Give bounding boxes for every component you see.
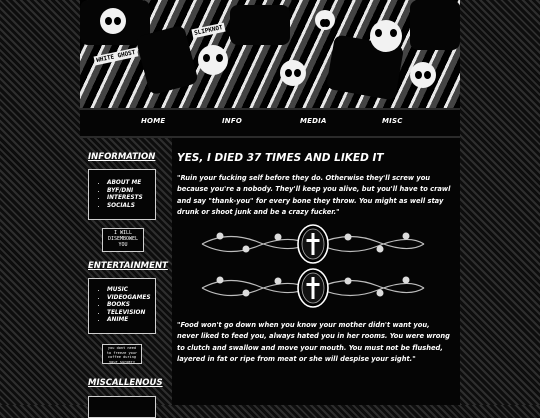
sidebar bbox=[80, 138, 168, 405]
skull-icon bbox=[198, 45, 228, 75]
rose-cross-divider bbox=[198, 222, 428, 266]
nav-home[interactable]: HOME bbox=[141, 117, 166, 125]
disembowel-stamp bbox=[102, 228, 144, 252]
stamp-line: YOU bbox=[118, 242, 128, 249]
rose-cross-divider bbox=[198, 266, 428, 310]
sidebar-item-books[interactable]: • BOOKS bbox=[107, 302, 155, 310]
sidebar-item-byf-dni[interactable]: • BYF/DNI bbox=[107, 188, 155, 196]
skull-icon bbox=[315, 10, 335, 30]
sidebar-item-videogames[interactable]: • VIDEOGAMES bbox=[107, 295, 155, 303]
miscellaneous-box bbox=[88, 396, 156, 418]
entertainment-heading[interactable]: ENTERTAINMENT bbox=[88, 261, 168, 271]
nav-misc[interactable]: MISC bbox=[382, 117, 403, 125]
sidebar-item-interests[interactable]: • INTERESTS bbox=[107, 195, 155, 203]
quote-1: "Ruin your fucking self before they do. Otherwise they'll screw you because you're a nobody. They'll keep you alive, but you'll have to crawl and say "thank-you" for every bone they throw. You might as well stay drunk or shoot junk and be a crazy fucker." bbox=[177, 174, 451, 216]
cross-ornament-icon bbox=[298, 269, 328, 307]
information-box bbox=[88, 169, 156, 220]
stamp-line: I WILL bbox=[113, 230, 133, 236]
sidebar-item-about-me[interactable]: • ABOUT ME bbox=[107, 180, 155, 188]
stamp-line: DISEMBOWEL bbox=[107, 236, 139, 243]
skull-icon bbox=[280, 60, 306, 86]
miscellaneous-heading[interactable]: MISCALLENOUS bbox=[88, 378, 163, 388]
coffee-stamp: you dont need to freeze your coffee during your surgery bbox=[102, 344, 142, 364]
page-title: YES, I DIED 37 TIMES AND LIKED IT bbox=[177, 152, 384, 164]
banner-tag: SLIPKNOT bbox=[191, 23, 225, 39]
sidebar-item-television[interactable]: • TELEVISION bbox=[107, 310, 155, 318]
cross-ornament-icon bbox=[298, 225, 328, 263]
sidebar-item-socials[interactable]: • SOCIALS bbox=[107, 203, 155, 211]
sidebar-item-anime[interactable]: • ANIME bbox=[107, 317, 155, 325]
skull-icon bbox=[100, 8, 126, 34]
skull-icon bbox=[410, 62, 436, 88]
page-column bbox=[80, 0, 460, 405]
top-nav bbox=[80, 108, 460, 138]
skull-icon bbox=[370, 20, 402, 52]
banner-tag: WHITE GHOST bbox=[94, 48, 139, 66]
nav-info[interactable]: INFO bbox=[222, 117, 242, 125]
quote-2: "Food won't go down when you know your mother didn't want you, never liked to feed you, always hated you in her rooms. You were wrong to clutch and swallow and move your mouth. You must not be flushed, layered in fat or ripe from meat or she will despise your sight." bbox=[177, 321, 450, 363]
entertainment-box bbox=[88, 278, 156, 334]
main-content bbox=[172, 138, 460, 405]
information-heading[interactable]: INFORMATION bbox=[88, 152, 156, 162]
header-banner-collage bbox=[80, 0, 460, 108]
nav-media[interactable]: MEDIA bbox=[300, 117, 327, 125]
sidebar-item-music[interactable]: • MUSIC bbox=[107, 287, 155, 295]
